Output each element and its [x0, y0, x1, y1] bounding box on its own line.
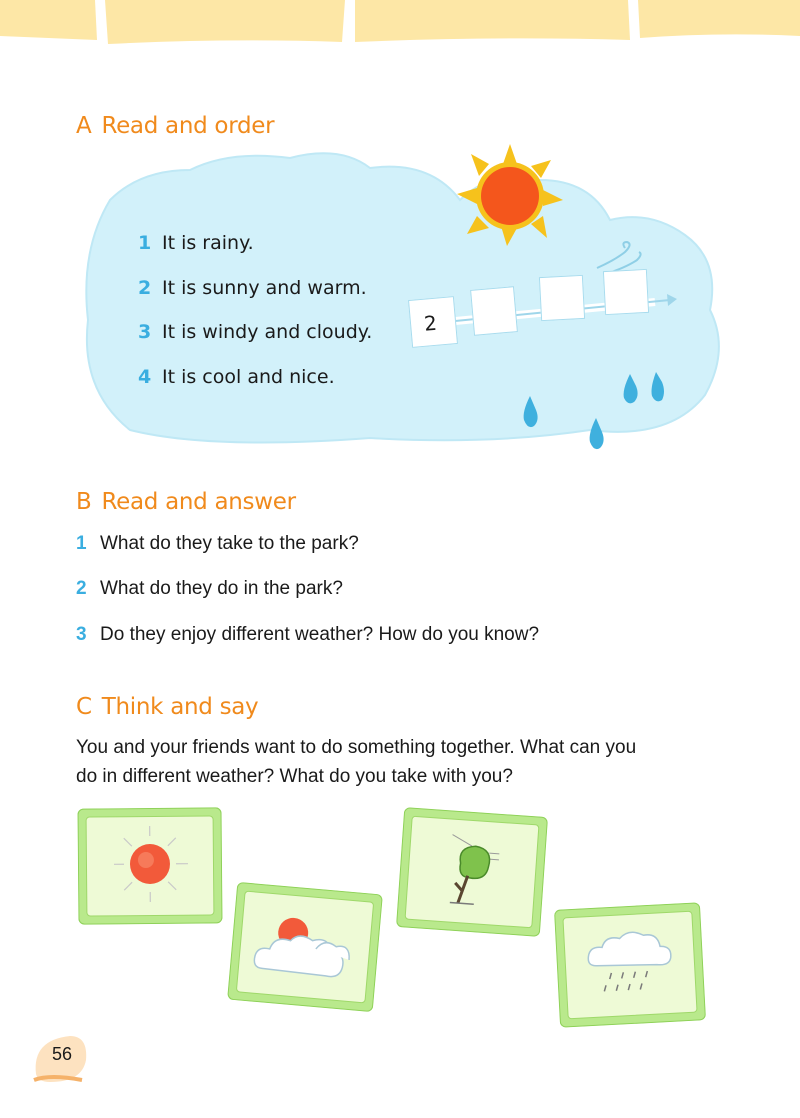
windy-tree-icon [396, 807, 548, 937]
section-c-title: Think and say [101, 694, 259, 720]
question-2: 2 What do they do in the park? [76, 578, 343, 599]
section-c-line-1: You and your friends want to do something together. What can you [76, 737, 637, 758]
rain-cloud-icon [554, 902, 706, 1027]
question-3: 3 Do they enjoy different weather? How do you know? [76, 624, 540, 645]
top-banner [0, 0, 800, 46]
section-b-title: Read and answer [101, 489, 296, 515]
page-number-badge [30, 1030, 90, 1086]
order-item-4: 4 It is cool and nice. [138, 366, 335, 388]
answer-box-1[interactable] [408, 296, 458, 348]
sun-icon [77, 807, 222, 924]
section-b-letter: B [76, 489, 92, 515]
order-item-2: 2 It is sunny and warm. [138, 277, 367, 299]
order-item-3: 3 It is windy and cloudy. [138, 321, 373, 343]
raindrops-icon [518, 370, 668, 454]
answer-box-1-value: 2 [423, 310, 438, 336]
section-c-paragraph [76, 733, 736, 791]
sun-behind-cloud-icon [227, 882, 383, 1012]
weather-card-sun-cloud[interactable] [227, 882, 383, 1012]
order-item-1: 1 It is rainy. [138, 232, 254, 254]
section-a-letter: A [76, 113, 92, 139]
answer-box-3[interactable] [539, 275, 585, 321]
weather-card-rainy[interactable] [554, 902, 706, 1027]
sun-icon [455, 142, 565, 247]
weather-card-windy[interactable] [396, 807, 548, 937]
weather-card-sunny[interactable] [77, 807, 222, 924]
answer-box-4[interactable] [603, 269, 649, 315]
section-c-heading [76, 694, 258, 720]
question-1: 1 What do they take to the park? [76, 533, 359, 554]
answer-box-2[interactable] [470, 286, 518, 336]
section-c-letter: C [76, 694, 92, 720]
section-a-heading [76, 113, 274, 139]
section-b-heading [76, 489, 296, 515]
section-a-title: Read and order [101, 113, 275, 139]
page-number: 56 [52, 1044, 73, 1064]
section-c-line-2: do in different weather? What do you take with you? [76, 766, 513, 787]
